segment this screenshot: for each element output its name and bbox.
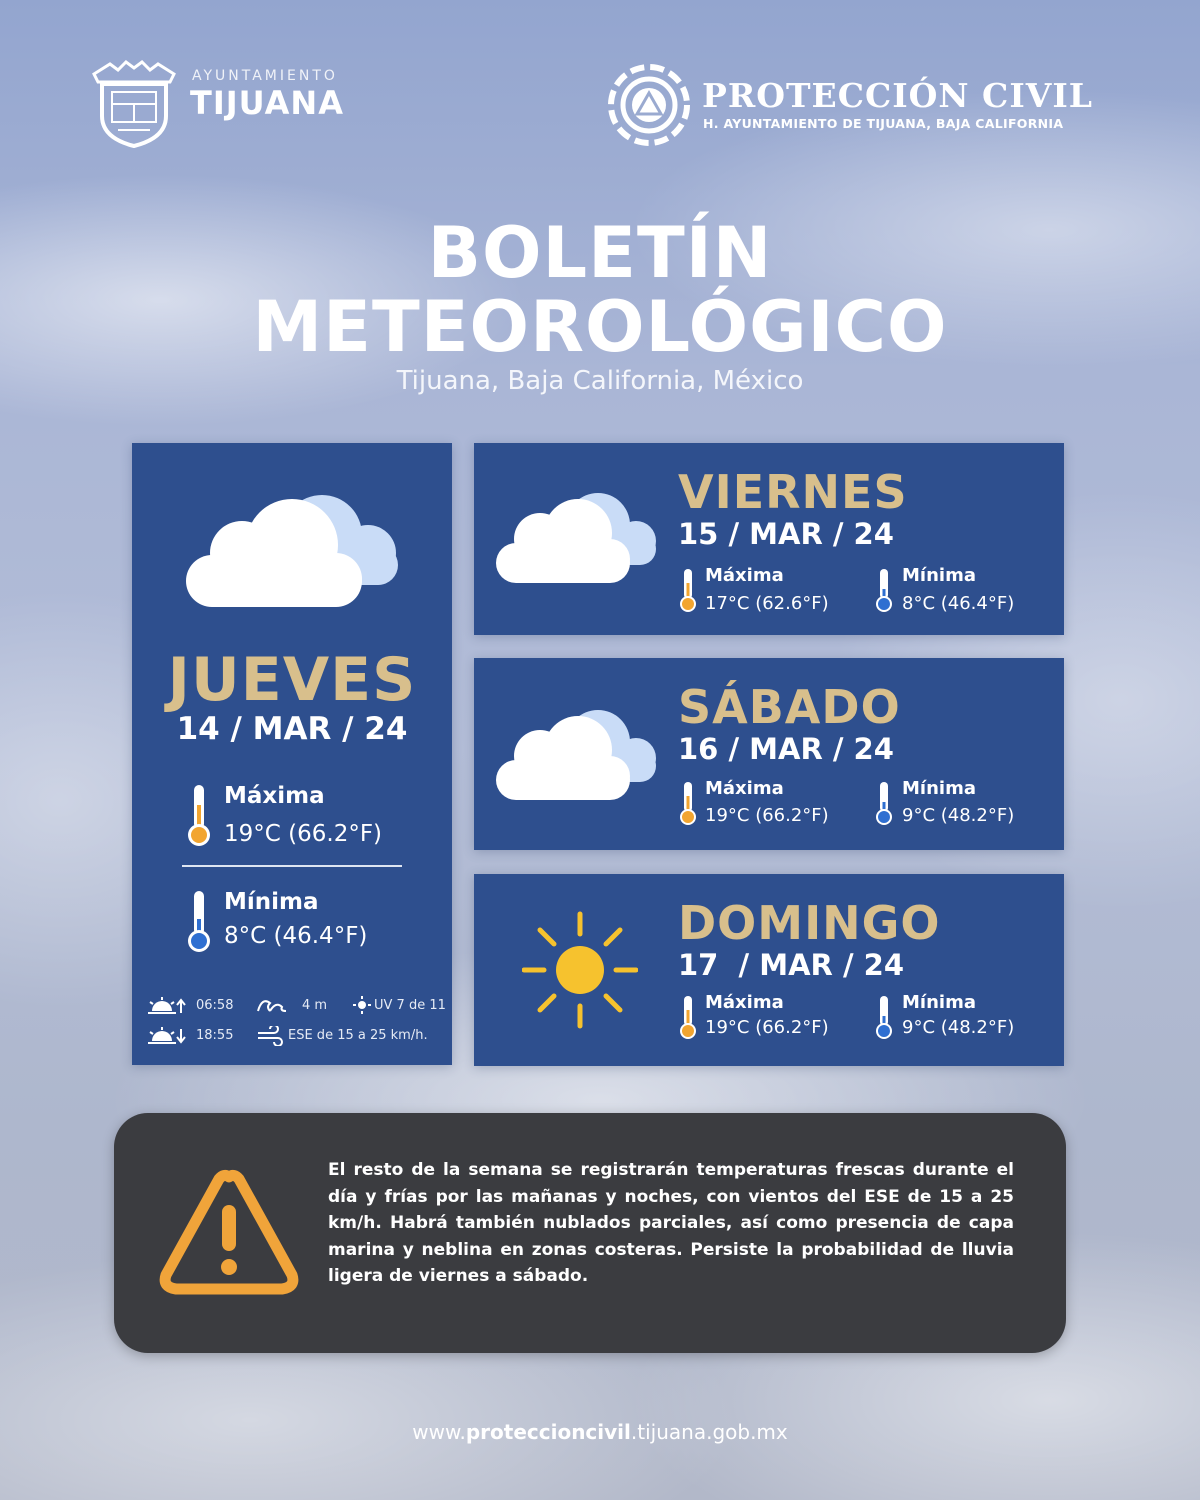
sunrise-icon bbox=[146, 995, 186, 1015]
footer-url-prefix: www. bbox=[412, 1420, 466, 1444]
forecast-card-sunday bbox=[474, 874, 1064, 1066]
min-value: 8°C (46.4°F) bbox=[902, 593, 1015, 614]
min-label: Mínima bbox=[902, 778, 976, 799]
day-date: 14 / MAR / 24 bbox=[176, 711, 408, 747]
proteccion-civil-subtitle: H. AYUNTAMIENTO DE TIJUANA, BAJA CALIFORNIA bbox=[703, 116, 1064, 131]
max-value: 19°C (66.2°F) bbox=[705, 1017, 829, 1038]
sunset-time: 18:55 bbox=[196, 1028, 234, 1043]
thermometer-min-icon bbox=[874, 994, 894, 1040]
location-subtitle: Tijuana, Baja California, México bbox=[396, 366, 804, 396]
tijuana-shield-icon bbox=[88, 58, 180, 150]
max-value: 17°C (62.6°F) bbox=[705, 593, 829, 614]
min-value: 8°C (46.4°F) bbox=[224, 923, 368, 949]
day-name: DOMINGO bbox=[678, 896, 941, 950]
forecast-card-saturday bbox=[474, 658, 1064, 850]
thermometer-min-icon bbox=[874, 780, 894, 826]
min-label: Mínima bbox=[224, 889, 319, 915]
thermometer-max-icon bbox=[678, 994, 698, 1040]
footer-url-domain: proteccioncivil bbox=[465, 1420, 631, 1444]
footer-url-suffix: .tijuana.gob.mx bbox=[630, 1420, 788, 1444]
uv-sun-icon bbox=[352, 995, 372, 1015]
forecast-card-thursday bbox=[132, 443, 452, 1065]
partly-cloudy-icon bbox=[494, 706, 660, 802]
day-date: 16 / MAR / 24 bbox=[678, 732, 894, 766]
max-label: Máxima bbox=[705, 778, 784, 799]
partly-cloudy-icon bbox=[494, 489, 660, 585]
thermometer-min-icon bbox=[184, 889, 214, 955]
day-name: SÁBADO bbox=[678, 680, 901, 734]
thermometer-min-icon bbox=[874, 567, 894, 613]
min-label: Mínima bbox=[902, 992, 976, 1013]
sunset-icon bbox=[146, 1025, 186, 1045]
min-label: Mínima bbox=[902, 565, 976, 586]
min-value: 9°C (48.2°F) bbox=[902, 805, 1015, 826]
proteccion-civil-logo bbox=[606, 62, 1126, 152]
thermometer-max-icon bbox=[678, 567, 698, 613]
day-name: VIERNES bbox=[678, 465, 908, 519]
partly-cloudy-icon bbox=[182, 489, 404, 613]
max-label: Máxima bbox=[705, 565, 784, 586]
forecast-card-friday bbox=[474, 443, 1064, 635]
thermometer-max-icon bbox=[184, 783, 214, 849]
max-label: Máxima bbox=[224, 783, 325, 809]
page-title-line2: METEOROLÓGICO bbox=[252, 286, 948, 368]
sunrise-time: 06:58 bbox=[196, 998, 234, 1013]
thermometer-max-icon bbox=[678, 780, 698, 826]
wave-height: 4 m bbox=[302, 998, 328, 1013]
max-value: 19°C (66.2°F) bbox=[705, 805, 829, 826]
wave-icon bbox=[256, 995, 290, 1015]
sun-icon bbox=[522, 910, 638, 1030]
tijuana-label: TIJUANA bbox=[190, 84, 344, 122]
proteccion-civil-title: PROTECCIÓN CIVIL bbox=[702, 76, 1094, 115]
footer-website[interactable] bbox=[0, 1420, 1200, 1444]
day-date: 15 / MAR / 24 bbox=[678, 517, 894, 551]
uv-index: UV 7 de 11 bbox=[374, 998, 446, 1013]
wind-info: ESE de 15 a 25 km/h. bbox=[288, 1028, 428, 1043]
ayuntamiento-label: AYUNTAMIENTO bbox=[192, 68, 338, 84]
warning-text: El resto de la semana se registrarán temperaturas frescas durante el día y frías por las mañanas y noches, con vientos del ESE de 15 a 25 km/h. Habrá también nublados parciales, así como presencia de capa marina y neblina en zonas costeras. Persiste la probabilidad de lluvia ligera de viernes a sábado. bbox=[328, 1160, 1014, 1286]
weekly-warning-box bbox=[114, 1113, 1066, 1353]
day-name: JUEVES bbox=[167, 645, 417, 715]
wind-icon bbox=[256, 1026, 284, 1046]
ayuntamiento-tijuana-logo bbox=[88, 58, 388, 154]
max-label: Máxima bbox=[705, 992, 784, 1013]
max-value: 19°C (66.2°F) bbox=[224, 821, 383, 847]
day-date: 17 / MAR / 24 bbox=[678, 948, 905, 982]
divider bbox=[182, 865, 402, 867]
warning-triangle-icon bbox=[158, 1167, 300, 1297]
page-title-line1: BOLETÍN bbox=[427, 212, 773, 294]
min-value: 9°C (48.2°F) bbox=[902, 1017, 1015, 1038]
proteccion-civil-emblem-icon bbox=[606, 62, 692, 148]
